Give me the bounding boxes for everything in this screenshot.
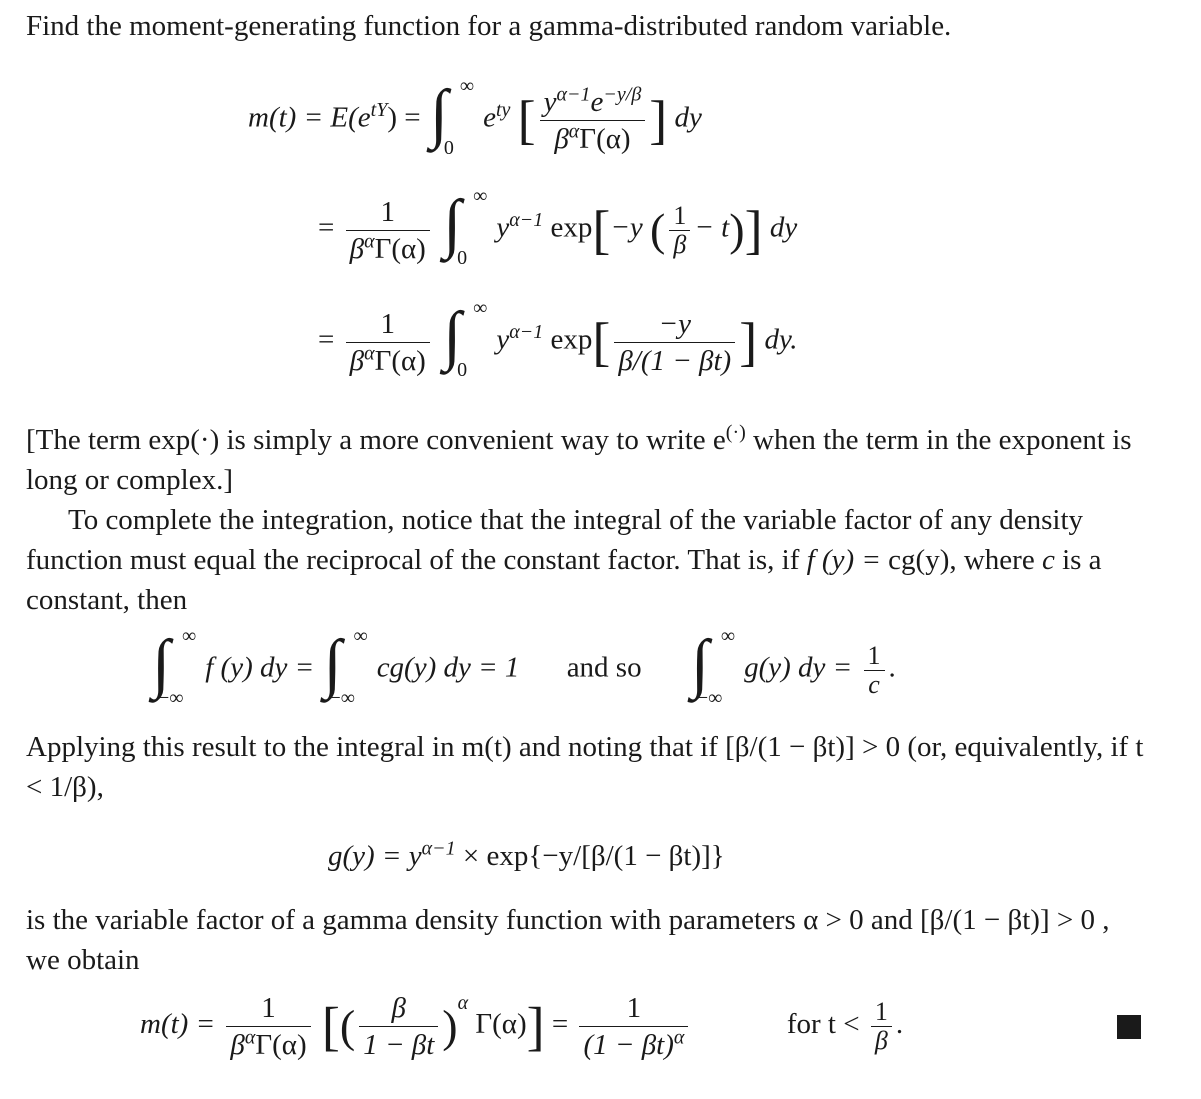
mgf-lhs-close: ) =	[387, 101, 421, 134]
minus-y: −y	[610, 211, 643, 244]
y-term: y	[496, 323, 510, 356]
integration-paragraph: To complete the integration, notice that the integral of the variable factor of any density function must equal the reciprocal of the constant factor. That is, if f (y) = cg(y), where c is a constant, then	[26, 504, 1102, 616]
constant-fraction: $\frac{1}{\beta^\alpha\Gamma(\alpha)}$	[346, 306, 430, 379]
one-over-beta: $\frac{1}{\beta}$	[669, 202, 690, 259]
ety-term: e	[483, 101, 496, 134]
minus-t: − t	[694, 211, 730, 244]
cg-integral: cg(y) dy = 1	[376, 651, 520, 684]
gamma-parameters-paragraph: is the variable factor of a gamma density function with parameters α > 0 and [β/(1 − βt)] > 0 , we obtain	[26, 904, 1110, 976]
equals-sign: =	[318, 211, 335, 244]
constant-fraction: $\frac{1}{\beta^\alpha\Gamma(\alpha)}$	[226, 990, 310, 1063]
integral-sign: ∫ ∞ 0	[443, 297, 488, 381]
right-bracket: ]	[739, 312, 758, 372]
integral-sign: ∫ ∞ −∞	[152, 625, 197, 709]
ety-exponent: ty	[495, 99, 511, 121]
beta-fraction: $\frac{\beta}{1 - \beta t}$	[359, 990, 438, 1063]
gamma-density-fraction: $\frac{y^{\alpha-1}e^{-y/\beta}}{\beta^\alpha\Gamma(\alpha)}$	[540, 84, 646, 157]
integral-sign: ∫ ∞ 0	[443, 185, 488, 269]
variable-factor-equation: $g(y) = y^{\alpha-1} \times \exp\{-y/[\beta/(1 - \beta t)]\}$	[328, 837, 725, 872]
g-integral: g(y) dy =	[744, 651, 853, 684]
applying-result-paragraph: Applying this result to the integral in m(t) and noting that if [β/(1 − βt)] > 0 (or, equivalently, if t < 1/β),	[26, 731, 1144, 803]
mgf-equation-line-2	[318, 185, 798, 270]
dy-label: dy	[674, 101, 702, 134]
right-bracket: ]	[649, 90, 668, 150]
left-paren: (	[650, 204, 666, 255]
y-power: α−1	[509, 321, 544, 343]
y-power: α−1	[509, 209, 544, 231]
left-bracket: [	[517, 90, 536, 150]
mgf-lhs: m(t) = E(e	[248, 101, 371, 134]
mgf-equation-line-1	[248, 75, 702, 160]
dy-label: dy.	[764, 323, 798, 356]
final-mgf-equation: m(t) = $\frac{1}{\beta^\alpha\Gamma(\alpha)}$ [( $\frac{\beta}{1 - \beta t}$ )$^\alpha$ Γ(α)] = $\frac{1}{(1 - \beta t)^\alpha}$ for t < $\frac{1}{\beta}$ .	[140, 992, 904, 1061]
right-bracket: ]	[744, 200, 763, 260]
problem-heading: Find the moment-generating function for a gamma-distributed random variable.	[26, 10, 952, 42]
one-over-c: $\frac{1}{c}$	[864, 642, 885, 699]
constant-fraction: $\frac{1}{\beta^\alpha\Gamma(\alpha)}$	[346, 194, 430, 267]
right-paren: )	[729, 204, 745, 255]
one-over-beta: $\frac{1}{\beta}$	[871, 998, 892, 1055]
exp-label: exp	[550, 323, 593, 356]
mgf-equation-line-3	[318, 297, 798, 382]
end-of-proof-square	[1117, 1015, 1141, 1039]
integral-sign: ∫ ∞ −∞	[323, 625, 368, 709]
f-integral: f (y) dy =	[205, 651, 315, 684]
integral-sign: ∫ ∞ −∞	[690, 625, 736, 709]
final-fraction: $\frac{1}{(1 - \beta t)^\alpha}$	[579, 990, 688, 1063]
mgf-lhs-exponent: tY	[370, 99, 388, 121]
left-bracket: [	[592, 200, 611, 260]
y-term: y	[496, 211, 510, 244]
condition-text: for t <	[786, 1008, 860, 1041]
exp-note-paragraph: [The term exp(·) is simply a more convenient way to write e(·) when the term in the exponent is long or complex.]	[26, 421, 1132, 496]
density-integral-equation: ∫ ∞ −∞ f (y) dy = ∫ ∞ −∞ cg(y) dy = 1 and so ∫ ∞ −∞ g(y) dy = $\frac{1}{c}$ .	[152, 625, 896, 709]
dy-label: dy	[769, 211, 798, 244]
equals-sign: =	[318, 323, 335, 356]
and-so-text: and so	[566, 651, 642, 684]
final-lhs: m(t) =	[140, 1008, 216, 1041]
integral-sign: ∫ ∞ 0	[429, 75, 475, 159]
exp-label: exp	[550, 211, 593, 244]
scaled-exponent-fraction: $\frac{-y}{\beta/(1 - \beta t)}$	[614, 306, 735, 379]
left-bracket: [	[592, 312, 611, 372]
